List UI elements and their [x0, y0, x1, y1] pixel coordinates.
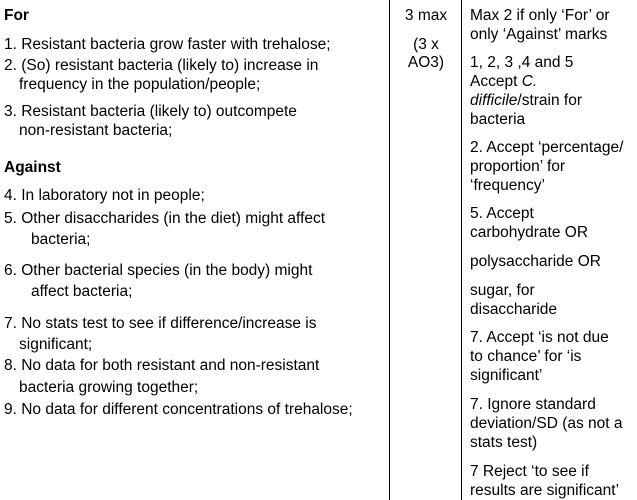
guidance-6-line1: sugar, for — [470, 282, 535, 299]
point-2-cont: frequency in the population/people; — [19, 76, 261, 93]
point-3-cont: non-resistant bacteria; — [19, 122, 173, 139]
point-4: 4. In laboratory not in people; — [4, 187, 205, 204]
guidance-2-line1: 1, 2, 3 ,4 and 5 — [470, 54, 574, 71]
point-1: 1. Resistant bacteria grow faster with trehalose; — [4, 36, 331, 53]
guidance-7-line1: 7. Accept ‘is not due — [470, 329, 609, 346]
point-2: 2. (So) resistant bacteria (likely to) increase in — [4, 57, 319, 74]
guidance-3-line1: 2. Accept ‘percentage/ — [470, 139, 624, 156]
guidance-3-line2: proportion’ for — [470, 158, 566, 175]
marks-ao-line1: (3 x — [413, 36, 439, 53]
guidance-4-line2: carbohydrate OR — [470, 224, 589, 241]
guidance-1-line2: only ‘Against’ marks — [470, 26, 608, 43]
point-7: 7. No stats test to see if difference/increase is — [4, 315, 317, 332]
guidance-5-line1: polysaccharide OR — [470, 253, 601, 270]
against-heading: Against — [4, 159, 61, 176]
point-6: 6. Other bacterial species (in the body) might — [4, 262, 313, 279]
guidance-8-line3: stats test) — [470, 434, 538, 451]
guidance-2-line4: bacteria — [470, 111, 526, 128]
guidance-9-line2: results are significant’ — [470, 482, 620, 499]
marks-ao-line2: AO3) — [407, 54, 445, 71]
guidance-3-line3: ‘frequency’ — [470, 177, 545, 194]
point-6-cont: affect bacteria; — [31, 283, 133, 300]
guidance-7-line3: significant’ — [470, 367, 543, 384]
marks-max: 3 max — [404, 7, 448, 24]
guidance-9-line1: 7 Reject ‘to see if — [470, 463, 589, 480]
guidance-2-line2: Accept C. — [470, 73, 538, 90]
guidance-4-line1: 5. Accept — [470, 205, 534, 222]
guidance-2-line3: difficile/strain for — [470, 92, 582, 109]
guidance-6-line2: disaccharide — [470, 301, 558, 318]
guidance-8-line1: 7. Ignore standard — [470, 396, 596, 413]
guidance-column — [461, 0, 637, 500]
point-5: 5. Other disaccharides (in the diet) might affect — [4, 210, 326, 227]
point-7-cont: significant; — [19, 336, 93, 353]
point-8: 8. No data for both resistant and non-resistant — [4, 357, 320, 374]
guidance-7-line2: to chance’ for ‘is — [470, 348, 582, 365]
point-9: 9. No data for different concentrations of trehalose; — [4, 401, 353, 418]
point-3: 3. Resistant bacteria (likely to) outcompete — [4, 103, 297, 120]
for-heading: For — [4, 7, 29, 24]
point-5-cont: bacteria; — [31, 231, 91, 248]
marks-column — [389, 0, 462, 500]
guidance-8-line2: deviation/SD (as not a — [470, 415, 623, 432]
guidance-1-line1: Max 2 if only ‘For’ or — [470, 7, 610, 24]
point-8-cont: bacteria growing together; — [19, 379, 199, 396]
